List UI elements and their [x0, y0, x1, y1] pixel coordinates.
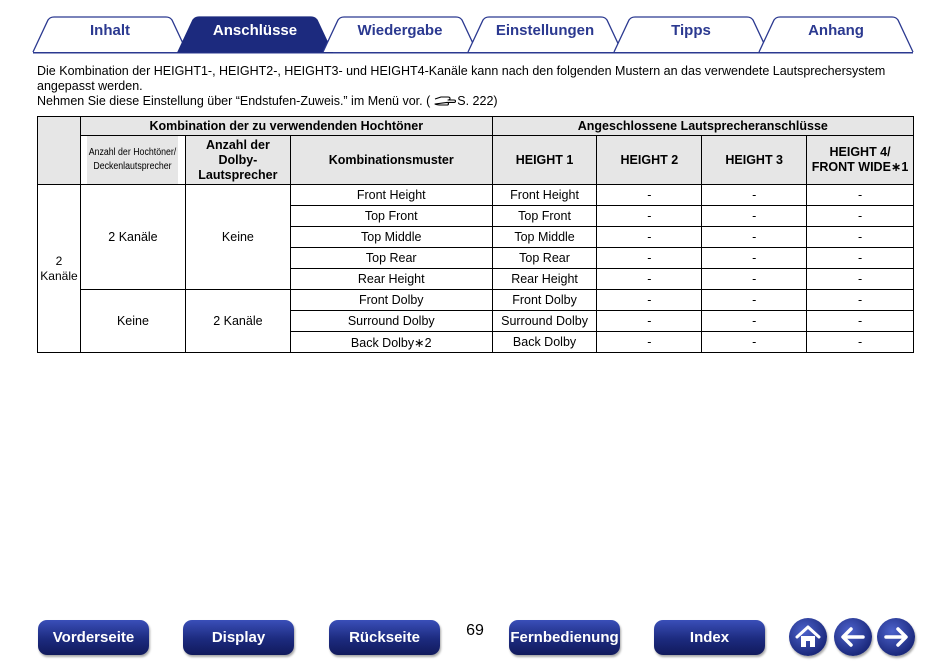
- home-icon: [789, 618, 827, 656]
- height2-cell: -: [597, 269, 702, 290]
- height1-cell: Rear Height: [492, 269, 597, 290]
- group1-height-count: 2 Kanäle: [80, 185, 185, 290]
- height2-cell: -: [597, 248, 702, 269]
- height1-cell: Top Middle: [492, 227, 597, 248]
- tab-tipps[interactable]: Tipps: [671, 22, 711, 39]
- height1-cell: Top Front: [492, 206, 597, 227]
- pattern-cell: Rear Height: [290, 269, 492, 290]
- height4-cell: -: [807, 248, 914, 269]
- group-header-connected-terminals: Angeschlossene Lautsprecheranschlüsse: [492, 117, 913, 136]
- back-arrow-icon: [834, 618, 872, 656]
- height1-cell: Front Height: [492, 185, 597, 206]
- height3-cell: -: [702, 248, 807, 269]
- index-button[interactable]: Index: [654, 620, 765, 655]
- tab-anschluesse[interactable]: Anschlüsse: [212, 22, 298, 39]
- height3-cell: -: [702, 290, 807, 311]
- col-header-height1: HEIGHT 1: [492, 136, 597, 185]
- height3-cell: -: [702, 269, 807, 290]
- side-channel-label: 2 Kanäle: [38, 185, 81, 353]
- table-row: [38, 185, 914, 206]
- height2-cell: -: [597, 311, 702, 332]
- col-header-height2: HEIGHT 2: [597, 136, 702, 185]
- back-button[interactable]: [834, 618, 872, 656]
- height3-cell: -: [702, 227, 807, 248]
- rueckseite-button[interactable]: Rückseite: [329, 620, 440, 655]
- forward-button[interactable]: [877, 618, 915, 656]
- tab-bar: [0, 0, 950, 56]
- group1-dolby-count: Keine: [185, 185, 290, 290]
- tab-einstellungen[interactable]: Einstellungen: [495, 22, 595, 39]
- tab-anhang[interactable]: Anhang: [808, 22, 864, 39]
- pattern-cell: Top Middle: [290, 227, 492, 248]
- combination-table: [37, 116, 914, 353]
- vorderseite-button[interactable]: Vorderseite: [38, 620, 149, 655]
- forward-arrow-icon: [877, 618, 915, 656]
- height4-cell: -: [807, 332, 914, 353]
- col-header-pattern: Kombinationsmuster: [290, 136, 492, 185]
- table-group-header-row: [38, 117, 914, 136]
- tab-wiedergabe[interactable]: Wiedergabe: [357, 22, 443, 39]
- table-column-header-row: [38, 136, 914, 185]
- height2-cell: -: [597, 227, 702, 248]
- height2-cell: -: [597, 332, 702, 353]
- fernbedienung-button[interactable]: Fernbedienung: [509, 620, 620, 655]
- page-reference-link[interactable]: S. 222): [457, 94, 498, 108]
- pattern-cell: Top Rear: [290, 248, 492, 269]
- height1-cell: Front Dolby: [492, 290, 597, 311]
- col-header-height3: HEIGHT 3: [702, 136, 807, 185]
- home-button[interactable]: [789, 618, 827, 656]
- pattern-cell: Surround Dolby: [290, 311, 492, 332]
- height3-cell: -: [702, 332, 807, 353]
- group2-dolby-count: 2 Kanäle: [185, 290, 290, 353]
- height3-cell: -: [702, 185, 807, 206]
- intro-instruction: [37, 94, 917, 112]
- tab-inhalt[interactable]: Inhalt: [90, 22, 130, 39]
- col-header-height-speakers: Anzahl der Hochtöner/ Deckenlautsprecher: [87, 136, 179, 185]
- blank-corner-cell: [38, 117, 81, 185]
- col-header-height4-front-wide: HEIGHT 4/ FRONT WIDE∗1: [807, 136, 914, 185]
- pattern-cell: Front Dolby: [290, 290, 492, 311]
- col-header-dolby-speakers: Anzahl der Dolby-Lautsprecher: [185, 136, 290, 185]
- pointing-hand-icon: [434, 95, 456, 112]
- height3-cell: -: [702, 206, 807, 227]
- pattern-cell: Front Height: [290, 185, 492, 206]
- height4-cell: -: [807, 269, 914, 290]
- pattern-cell: Back Dolby∗2: [290, 332, 492, 353]
- height4-cell: -: [807, 227, 914, 248]
- height1-cell: Surround Dolby: [492, 311, 597, 332]
- height4-cell: -: [807, 185, 914, 206]
- display-button[interactable]: Display: [183, 620, 294, 655]
- group-header-tweeter-combination: Kombination der zu verwendenden Hochtöner: [80, 117, 492, 136]
- intro-paragraph: Die Kombination der HEIGHT1-, HEIGHT2-, HEIGHT3- und HEIGHT4-Kanäle kann nach den folgenden Mustern an das verwendete Lautsprechersystem angepasst werden.: [37, 64, 886, 93]
- pattern-cell: Top Front: [290, 206, 492, 227]
- instruction-text: Nehmen Sie diese Einstellung über “Endstufen-Zuweis.” im Menü vor.: [37, 94, 423, 108]
- height4-cell: -: [807, 206, 914, 227]
- height3-cell: -: [702, 311, 807, 332]
- page-number: 69: [466, 622, 484, 639]
- height2-cell: -: [597, 206, 702, 227]
- height1-cell: Top Rear: [492, 248, 597, 269]
- height1-cell: Back Dolby: [492, 332, 597, 353]
- height4-cell: -: [807, 311, 914, 332]
- height2-cell: -: [597, 185, 702, 206]
- intro-text: [37, 64, 917, 112]
- height2-cell: -: [597, 290, 702, 311]
- table-row: [38, 290, 914, 311]
- reference-open-paren: (: [426, 94, 431, 108]
- height4-cell: -: [807, 290, 914, 311]
- group2-height-count: Keine: [80, 290, 185, 353]
